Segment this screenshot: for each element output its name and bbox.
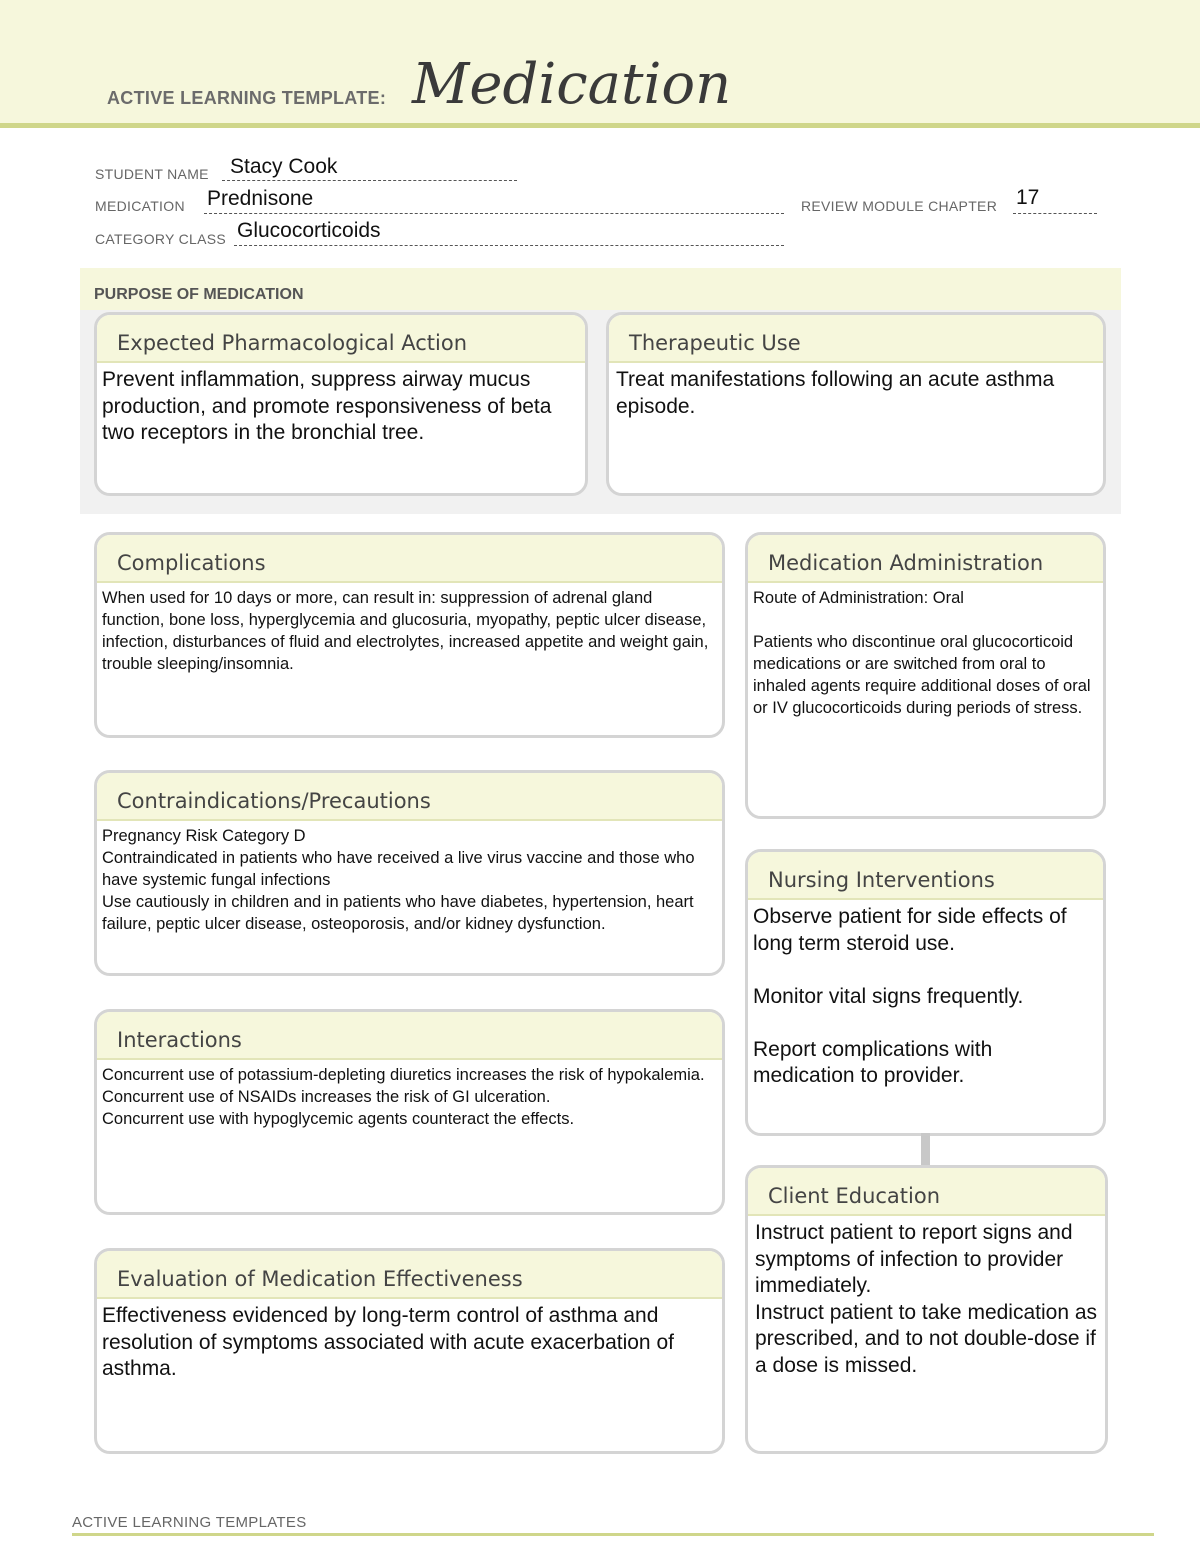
student-name-label: STUDENT NAME [95,166,209,182]
medication-value[interactable]: Prednisone [207,187,314,210]
complications-text[interactable]: When used for 10 days or more, can result in: suppression of adrenal gland function, bone loss, hyperglycemia and glucosuria, myopathy, peptic ulcer disease, infection, disturbances of fluid and electrolytes, increased appetite and weight gain, trouble sleeping/insomnia. [102,589,709,673]
nursing-text[interactable]: Observe patient for side effects of long term steroid use. Monitor vital signs frequently. Report complications with medication to provider. [753,905,1067,1087]
contraindications-card [94,770,725,976]
contraindications-title: Contraindications/Precautions [97,773,722,821]
student-name-value[interactable]: Stacy Cook [230,155,338,178]
category-value[interactable]: Glucocorticoids [237,219,381,242]
client-education-card [745,1165,1108,1454]
administration-text[interactable]: Route of Administration: Oral Patients who discontinue oral glucocorticoid medications or are switched from oral to inhaled agents require additional doses of oral or IV glucocorticoids during periods of stress. [753,589,1091,717]
footer-label: ACTIVE LEARNING TEMPLATES [72,1514,307,1531]
evaluation-title: Evaluation of Medication Effectiveness [97,1251,722,1299]
therapeutic-use-text[interactable]: Treat manifestations following an acute asthma episode. [616,368,1055,418]
category-label: CATEGORY CLASS [95,231,227,247]
review-module-label: REVIEW MODULE CHAPTER [801,198,998,214]
interactions-text[interactable]: Concurrent use of potassium-depleting diuretics increases the risk of hypokalemia. Concurrent use of NSAIDs increases the risk of GI ulceration. Concurrent use with hypoglycemic agents counteract the effects. [102,1066,705,1128]
nursing-card [745,849,1106,1136]
interactions-title: Interactions [97,1012,722,1060]
complications-card [94,532,725,738]
administration-card [745,532,1106,819]
review-module-line [1013,213,1097,214]
category-line [234,245,784,246]
connector-line [921,1133,930,1166]
purpose-label: PURPOSE OF MEDICATION [94,286,304,303]
evaluation-text[interactable]: Effectiveness evidenced by long-term control of asthma and resolution of symptoms associated with acute exacerbation of asthma. [102,1304,674,1380]
review-module-value[interactable]: 17 [1016,186,1040,209]
footer-line [72,1533,1154,1536]
therapeutic-use-card [606,312,1106,496]
nursing-title: Nursing Interventions [748,852,1103,900]
complications-title: Complications [97,535,722,583]
student-name-line [222,180,517,181]
expected-action-title: Expected Pharmacological Action [97,315,585,363]
interactions-card [94,1009,725,1215]
evaluation-card [94,1248,725,1454]
client-education-title: Client Education [748,1168,1105,1216]
expected-action-text[interactable]: Prevent inflammation, suppress airway mucus production, and promote responsiveness of beta two receptors in the bronchial tree. [102,368,552,444]
contraindications-text[interactable]: Pregnancy Risk Category D Contraindicated in patients who have received a live virus vaccine and those who have systemic fungal infections Use cautiously in children and in patients who have diabetes, hypertension, heart failure, peptic ulcer disease, osteoporosis, and/or kidney dysfunction. [102,827,695,933]
medication-line [204,213,784,214]
medication-label: MEDICATION [95,198,185,214]
administration-title: Medication Administration [748,535,1103,583]
client-education-text[interactable]: Instruct patient to report signs and symptoms of infection to provider immediately. Instruct patient to take medication as prescribed, and to not double-dose if a dose is missed. [755,1221,1098,1377]
template-label: ACTIVE LEARNING TEMPLATE: [107,88,387,108]
therapeutic-use-title: Therapeutic Use [609,315,1103,363]
expected-action-card [94,312,588,496]
page-title: Medication [412,52,732,117]
